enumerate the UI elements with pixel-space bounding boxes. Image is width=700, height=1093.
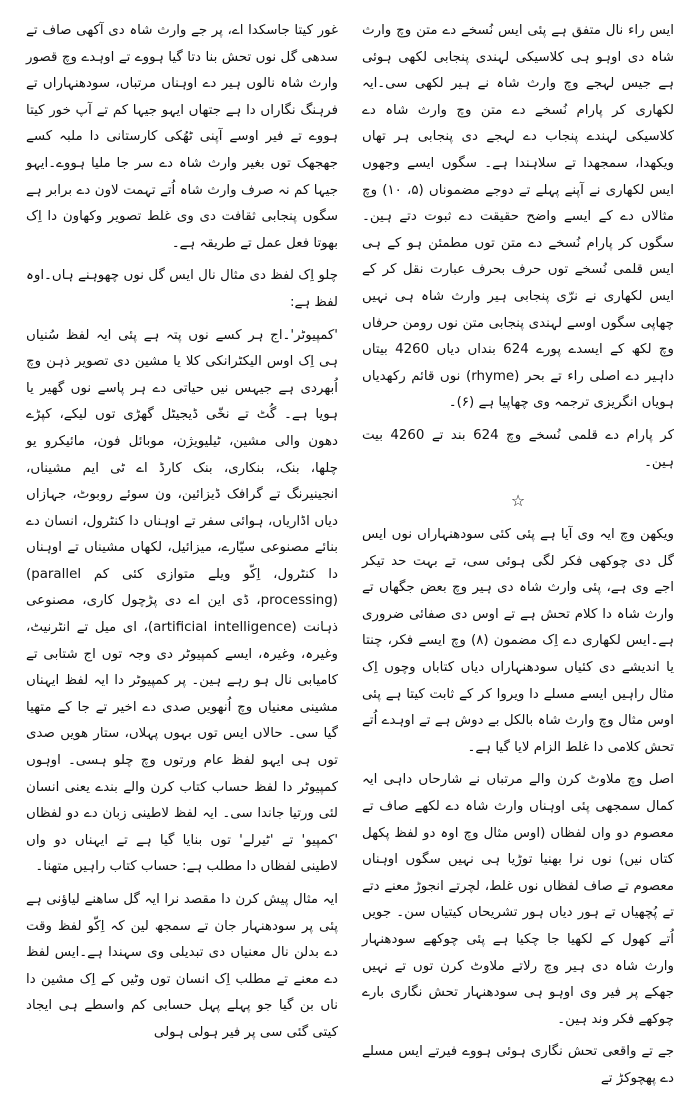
computer-paragraph-part-2: ، ڈی این اے دی پڑچول کاری، مصنوعی ذہانت [26, 593, 339, 636]
computer-paragraph-part-3: ، ای میل تے انٹرنیٹ، وغیرہ، وغیرہ، ایسے کمپیوٹر دی وجہ توں اج شتابی تے کامیابی نال ہو رہے ہین۔ پر کمپیوٹر دا ایہ لفظ ایہناں مشینی معنیاں وچ اُنھویں صدی دے اخیر تے جا کے متھیا گیا سی۔ حالاں ایس توں بہوں پہلاں، ستار ھویں صدی توں ہی ایہو لفظ عام ورتوں وچ چلو ہسی۔ اوہوں کمپیوٹر دا لفظ حساب کتاب کرن والے بندے یعنی انسان لئی ورتیا جاندا سی۔ ایہ لفظ لاطینی زبان دے دو لفظاں 'کمپیو' تے 'ٹیرلے' توں بنایا گیا ہے تے ایہناں دو واں لاطینی لفظاں دا مطلب ہے: حساب کتاب راہیں متھنا۔ [26, 620, 338, 875]
left-paragraph-3 [26, 323, 338, 881]
star-divider: ☆ [510, 491, 526, 511]
left-paragraph-1: غور کیتا جاسکدا اے، پر جے وارث شاہ دی آکھی صاف تے سدھی گل نوں تحش بنا دتا گیا ہووے تے اوہدے وچ قصور وارث شاہ نالوں ہیر دے اوہناں مرتباں، سودھنہاراں تے فرہنگ نگاراں دا ہے جتھاں ایہو جیہا کم تے آپ خور کیتا ہووے تے فیر اوسے آپنی ٹھُکی کارستانی دا ملبہ کسے جھجھک توں بغیر وارث شاہ دے سر جا ملیا ہووے۔ایہو جیہا کم نہ صرف وارث شاہ اُتے تہمت لاون دے برابر ہے سگوں پنجابی ثقافت دی وی غلط تصویر وکھاون دا اِک بھوتا فعل عمل تے طریقہ ہے۔ [26, 23, 338, 251]
latin-term-artificial-intelligence: (artificial intelligence) [147, 620, 297, 636]
right-paragraph-4: اصل وچ ملاوٹ کرن والے مرتباں نے شارحاں داہی ایہ کمال سمجھی پئی اوہناں وارث شاہ دے لکھے صاف تے معصوم دو واں لفظاں (اوس مثال وچ اوہ دو لفظ پکھل کتاں نیں) نوں نرا بھنیا توڑیا ہی نہیں سگوں اوہناں معصوم تے صاف لفظاں نوں غلط، لچرتے انجوڑ معنے دتے تے پُچھیاں تے ہور دیاں ہور تشریحاں کیتیاں سن۔ جویں اُتے کھول کے لکھیا جا چکیا ہے پئی چوکھے سودھنہار وارث شاہ دی ہیر وچ رلاتے ملاوٹ کرن توں تے نہیں جھکے پر فیر وی اوہو ہی سودھنہار تحش نگاری بارے چوکھے فکر وند ہین۔ [362, 772, 674, 1027]
left-paragraph-4: ایہ مثال پیش کرن دا مقصد نرا ایہ گل ساھنے لیاؤنی ہے پئی پر سودھنہار جان تے سمجھ لین کہ اِکّو لفظ وقت دے بدلن نال معنیاں دی تبدیلی وی سہندا ہے۔ایس لفظ دے معنے تے مطلب اِک انسان توں وٹیں کے اِک مشین دا ناں بن گیا جو پہلے پہل حسابی کم واسطے ہی ایجاد کیتی گئی سی پر فیر ہولی ہولی [26, 892, 338, 1040]
right-paragraph-2: کر پارام دے قلمی نُسخے وچ 624 بند تے 4260 بیت ہین۔ [362, 427, 675, 470]
left-paragraph-2: چلو اِک لفظ دی مثال نال ایس گل نوں چھوہنے ہاں۔اوہ لفظ ہے: [26, 268, 338, 310]
right-text-column [362, 18, 675, 1086]
computer-paragraph-part-1: 'کمپیوٹر'۔اج ہر کسے نوں پتہ ہے پئی ایہ لفظ سُنیاں ہی اِک اوس الیکٹرانکی کلا یا مشین دی تصویر ذہن وچ اُبھردی ہے جیہس نیں حیاتی دے ہر پاسے نوں گھیر یا ہویا ہے۔ گُٹ تے نخّی ڈیجیٹل گھڑی توں لیکے، کپڑے دھون والی مشین، ٹیلیویژن، موبائل فون، مائیکرو یو چلھا، بنک، بنکاری، بنک کارڈ اے ٹی ایم مشیناں، انجینیرنگ تے گرافک ڈیزائین، ون سوئے روبوٹ، جہازاں دیاں اڈاریاں، ہوائی سفر تے اوہناں دا کنٹرول، انسان دے بنائے مصنوعی سیّارے، میزائیل، لکھاں مشیناں تے اوہناں دا کنٹرول، اِکّو ویلے متوازی کئی کم [26, 327, 338, 582]
right-paragraph-3: ویکھن وچ ایہ وی آیا ہے پئی کئی سودھنہاراں نوں ایس گل دی چوکھی فکر لگی ہوئی سی، تے بہت حد تیکر اجے وی ہے، پئی وارث شاہ دی ہیر وچ بعض جگھاں تے وارث شاہ دا کلام تحش ہے تے اوس دی صفائی ضروری ہے۔ایس لکھاری دے اِک مضمون (۸) وچ ایسے فکر، چنتا یا اندیشے دی کئیاں سودھنہاراں دیاں کتاباں وچوں اِک مثال راہیں ایسے مسلے دا ویروا کر کے ثابت کیتا ہے پئی اوس مثال وچ وارث شاہ بالکل بے دوش ہے تے اوہدے اُتے تحش کلامی دا غلط الزام لایا گیا ہے۔ [362, 527, 675, 755]
right-paragraph-5: جے تے واقعی تحش نگاری ہوئی ہووے فیرتے ایس مسلے دے پھچوکڑ تے [362, 1044, 674, 1086]
right-paragraph-1: ایس راء نال متفق ہے پئی ایس نُسخے دے متن وچ وارث شاہ دی اوہو ہی کلاسیکی لہندی پنجابی لکھی ہوئی ہے جیس لہجے وچ وارث شاہ نے ہیر لکھی سی۔ایہ لکھاری کر پارام نُسخے دے متن وچ وارث شاہ دے کلاسیکی لہندے پنجاب دے لہجے دی پنجابی ہر تھاں ویکھدا، سمجھدا تے سلاہندا ہے۔ سگوں ایسے وجھوں ایس لکھاری نے آپنے پہلے تے دوجے مضموناں (۵، ۱۰) وچ مثالاں دے کے ایسے واضح حقیقت دے ثبوت دتے ہین۔ سگوں کر پارام نُسخے دے متن توں مطمئن ہو کے ہی ایس قلمی نُسخے توں حرف بحرف عبارت نقل کر کے ایس لکھاری نے نرّی پنجابی ہیر وارث شاہ ہی نہیں چھاپی سگوں اوسے لہندی پنجابی متن نوں رومن حرفاں وچ لکھ کے ایسدے پورے 624 بنداں دیاں 4260 بیتاں داہیر دے اصلی راء تے بحر (rhyme) نوں قائم رکھدیاں ہویاں انگریزی ترجمہ وی چھاپیا ہے (۶)۔ [362, 23, 674, 411]
left-text-column [26, 18, 339, 1040]
latin-term-parallel-processing: (parallel processing) [26, 566, 338, 609]
